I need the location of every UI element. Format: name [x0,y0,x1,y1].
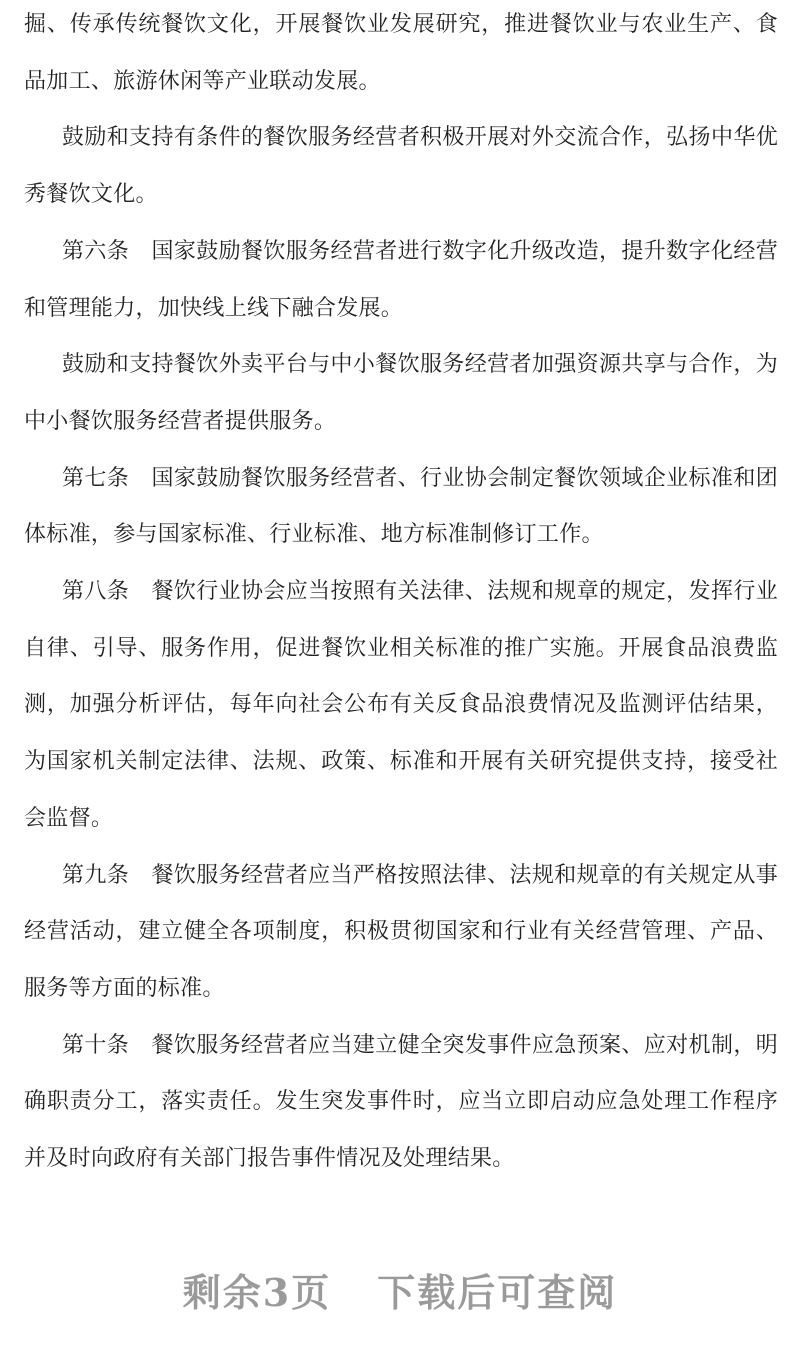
paragraph-1: 掘、传承传统餐饮文化，开展餐饮业发展研究，推进餐饮业与农业生产、食品加工、旅游休闲等产业联动发展。 [24,12,778,94]
paragraph-4: 鼓励和支持餐饮外卖平台与中小餐饮服务经营者加强资源共享与合作，为中小餐饮服务经营者提供服务。 [24,352,778,434]
download-to-view-label: 下载后可查阅 [377,1270,618,1315]
article-6-paragraph: 第六条 国家鼓励餐饮服务经营者进行数字化升级改造，提升数字化经营和管理能力，加快线上线下融合发展。 [24,238,778,321]
document-body [24,0,778,1188]
article-7-paragraph: 第七条 国家鼓励餐饮服务经营者、行业协会制定餐饮领域企业标准和团体标准，参与国家标准、行业标准、地方标准制修订工作。 [24,465,778,548]
article-9-paragraph: 第九条 餐饮服务经营者应当严格按照法律、法规和规章的有关规定从事经营活动，建立健全各项制度，积极贯彻国家和行业有关经营管理、产品、服务等方面的标准。 [24,862,778,1001]
paragraph-2: 鼓励和支持有条件的餐饮服务经营者积极开展对外交流合作，弘扬中华优秀餐饮文化。 [24,125,778,208]
download-prompt-button[interactable] [0,1262,800,1317]
remaining-pages-label: 剩余3页 [182,1270,332,1315]
article-10-paragraph: 第十条 餐饮服务经营者应当建立健全突发事件应急预案、应对机制，明确职责分工，落实责任。发生突发事件时，应当立即启动应急处理工作程序并及时向政府有关部门报告事件情况及处理结果。 [24,1032,778,1172]
article-8-paragraph: 第八条 餐饮行业协会应当按照有关法律、法规和规章的规定，发挥行业自律、引导、服务作用，促进餐饮业相关标准的推广实施。开展食品浪费监测，加强分析评估，每年向社会公布有关反食品浪费情况及监测评估结果，为国家机关制定法律、法规、政策、标准和开展有关研究提供支持，接受社会监督。 [24,579,778,831]
